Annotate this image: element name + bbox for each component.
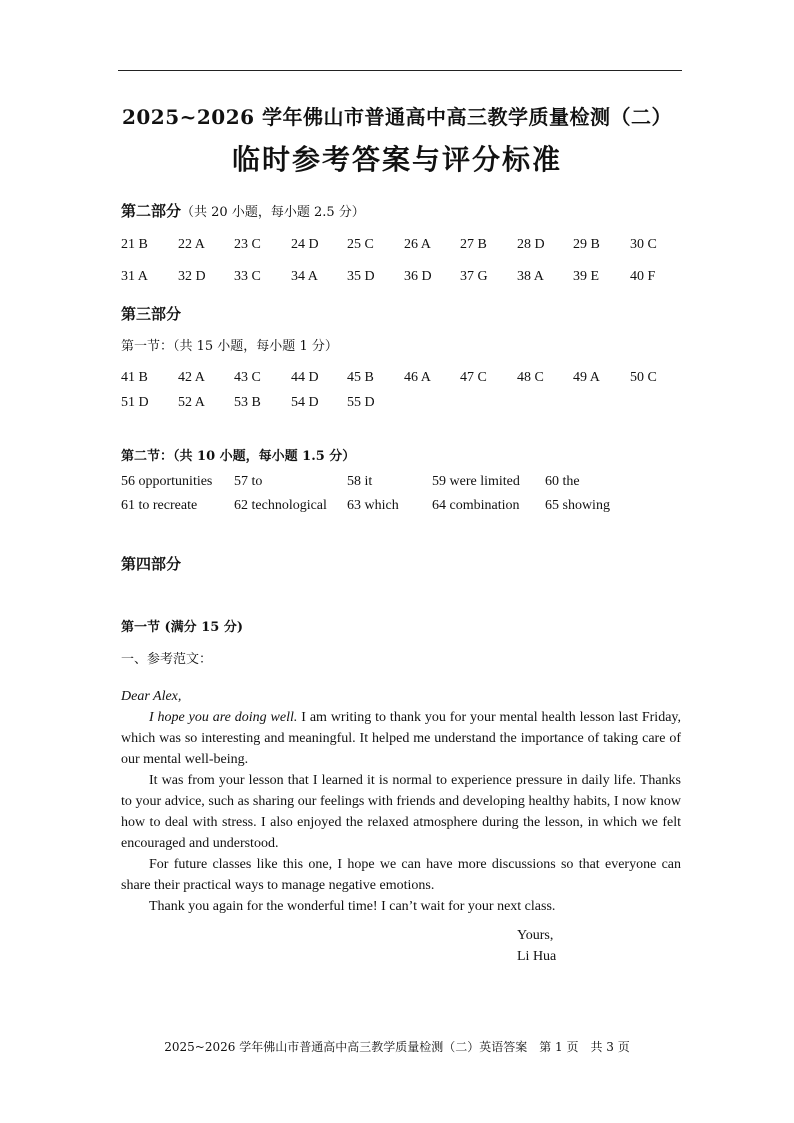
document-title: 临时参考答案与评分标准 — [231, 143, 562, 176]
part2-title: 第二部分 — [121, 202, 182, 220]
part2-note: （共 20 小题，每小题 2.5 分） — [181, 205, 365, 220]
answer-item: 59 were limited — [432, 474, 520, 489]
answer-item: 55 D — [347, 395, 375, 410]
answer-item: 34 A — [291, 269, 318, 284]
answer-item: 56 opportunities — [121, 474, 213, 489]
answer-item: 49 A — [573, 370, 600, 385]
letter-opening-sentence: I hope you are doing well. — [149, 710, 298, 725]
letter-paragraph: Thank you again for the wonderful time! I can’t wait for your next class. — [149, 899, 556, 914]
answer-item: 54 D — [291, 395, 319, 410]
part3-section2-heading: 第二节：（共 10 小题，每小题 1.5 分） — [121, 449, 356, 464]
answer-item: 33 C — [234, 269, 261, 284]
exam-title: 2025~2026 学年佛山市普通高中高三教学质量检测（二） — [121, 105, 673, 129]
answer-item: 47 C — [460, 370, 487, 385]
part4-heading: 第四部分 — [121, 555, 182, 573]
answer-item: 58 it — [347, 474, 373, 489]
answer-item: 30 C — [630, 237, 657, 252]
part2-heading — [121, 200, 365, 221]
answer-item: 36 D — [404, 269, 432, 284]
letter-signature: Li Hua — [517, 949, 557, 964]
answer-item: 24 D — [291, 237, 319, 252]
letter-paragraph: It was from your lesson that I learned it is normal to experience pressure in daily life. Thanks to your advice, such as sharing our feelings with friends and developing healthy habits, I now know how to deal with stress. I also enjoyed the relaxed atmosphere during the lesson, in which we felt encouraged and understood. — [121, 773, 681, 851]
letter-paragraph: For future classes like this one, I hope we can have more discussions so that everyone can share their practical ways to manage negative emotions. — [121, 857, 681, 893]
answer-item: 61 to recreate — [121, 498, 198, 513]
page-footer: 2025~2026 学年佛山市普通高中高三教学质量检测（二）英语答案 第 1 页 共 3 页 — [164, 1040, 630, 1054]
answer-item: 62 technological — [234, 498, 327, 513]
answer-item: 23 C — [234, 237, 261, 252]
answer-item: 37 G — [460, 269, 488, 284]
answer-item: 31 A — [121, 269, 148, 284]
answer-item: 42 A — [178, 370, 205, 385]
answer-item: 53 B — [234, 395, 261, 410]
letter-paragraph-text: I am writing to thank you for your mental health lesson last Friday, which was so interesting and meaningful. It helped me understand the importance of taking care of our mental well-being. — [121, 710, 681, 767]
answer-item: 44 D — [291, 370, 319, 385]
answer-item: 43 C — [234, 370, 261, 385]
answer-item: 52 A — [178, 395, 205, 410]
answer-item: 40 F — [630, 269, 656, 284]
part4-section1-heading: 第一节 (满分 15 分) — [121, 620, 243, 635]
answer-item: 28 D — [517, 237, 545, 252]
answer-item: 51 D — [121, 395, 149, 410]
answer-item: 45 B — [347, 370, 374, 385]
answer-item: 21 B — [121, 237, 148, 252]
answer-item: 38 A — [517, 269, 544, 284]
answer-item: 26 A — [404, 237, 431, 252]
part3-section1-heading: 第一节：（共 15 小题，每小题 1 分） — [121, 339, 338, 354]
answer-item: 50 C — [630, 370, 657, 385]
answer-item: 60 the — [545, 474, 580, 489]
answer-item: 22 A — [178, 237, 205, 252]
answer-item: 63 which — [347, 498, 399, 513]
answer-item: 25 C — [347, 237, 374, 252]
answer-item: 39 E — [573, 269, 600, 284]
answer-item: 29 B — [573, 237, 600, 252]
answer-item: 48 C — [517, 370, 544, 385]
answer-item: 32 D — [178, 269, 206, 284]
answer-item: 64 combination — [432, 498, 520, 513]
answer-item: 27 B — [460, 237, 487, 252]
sample-essay-label: 一、参考范文： — [121, 652, 213, 667]
part3-heading: 第三部分 — [121, 305, 182, 323]
answer-item: 41 B — [121, 370, 148, 385]
letter-salutation: Dear Alex, — [121, 689, 182, 704]
answer-item: 35 D — [347, 269, 375, 284]
answer-item: 65 showing — [545, 498, 610, 513]
answer-item: 57 to — [234, 474, 263, 489]
answer-item: 46 A — [404, 370, 431, 385]
sample-letter — [121, 686, 681, 917]
header-rule — [118, 70, 682, 71]
letter-paragraph — [121, 707, 681, 770]
letter-closing: Yours, — [517, 928, 554, 943]
